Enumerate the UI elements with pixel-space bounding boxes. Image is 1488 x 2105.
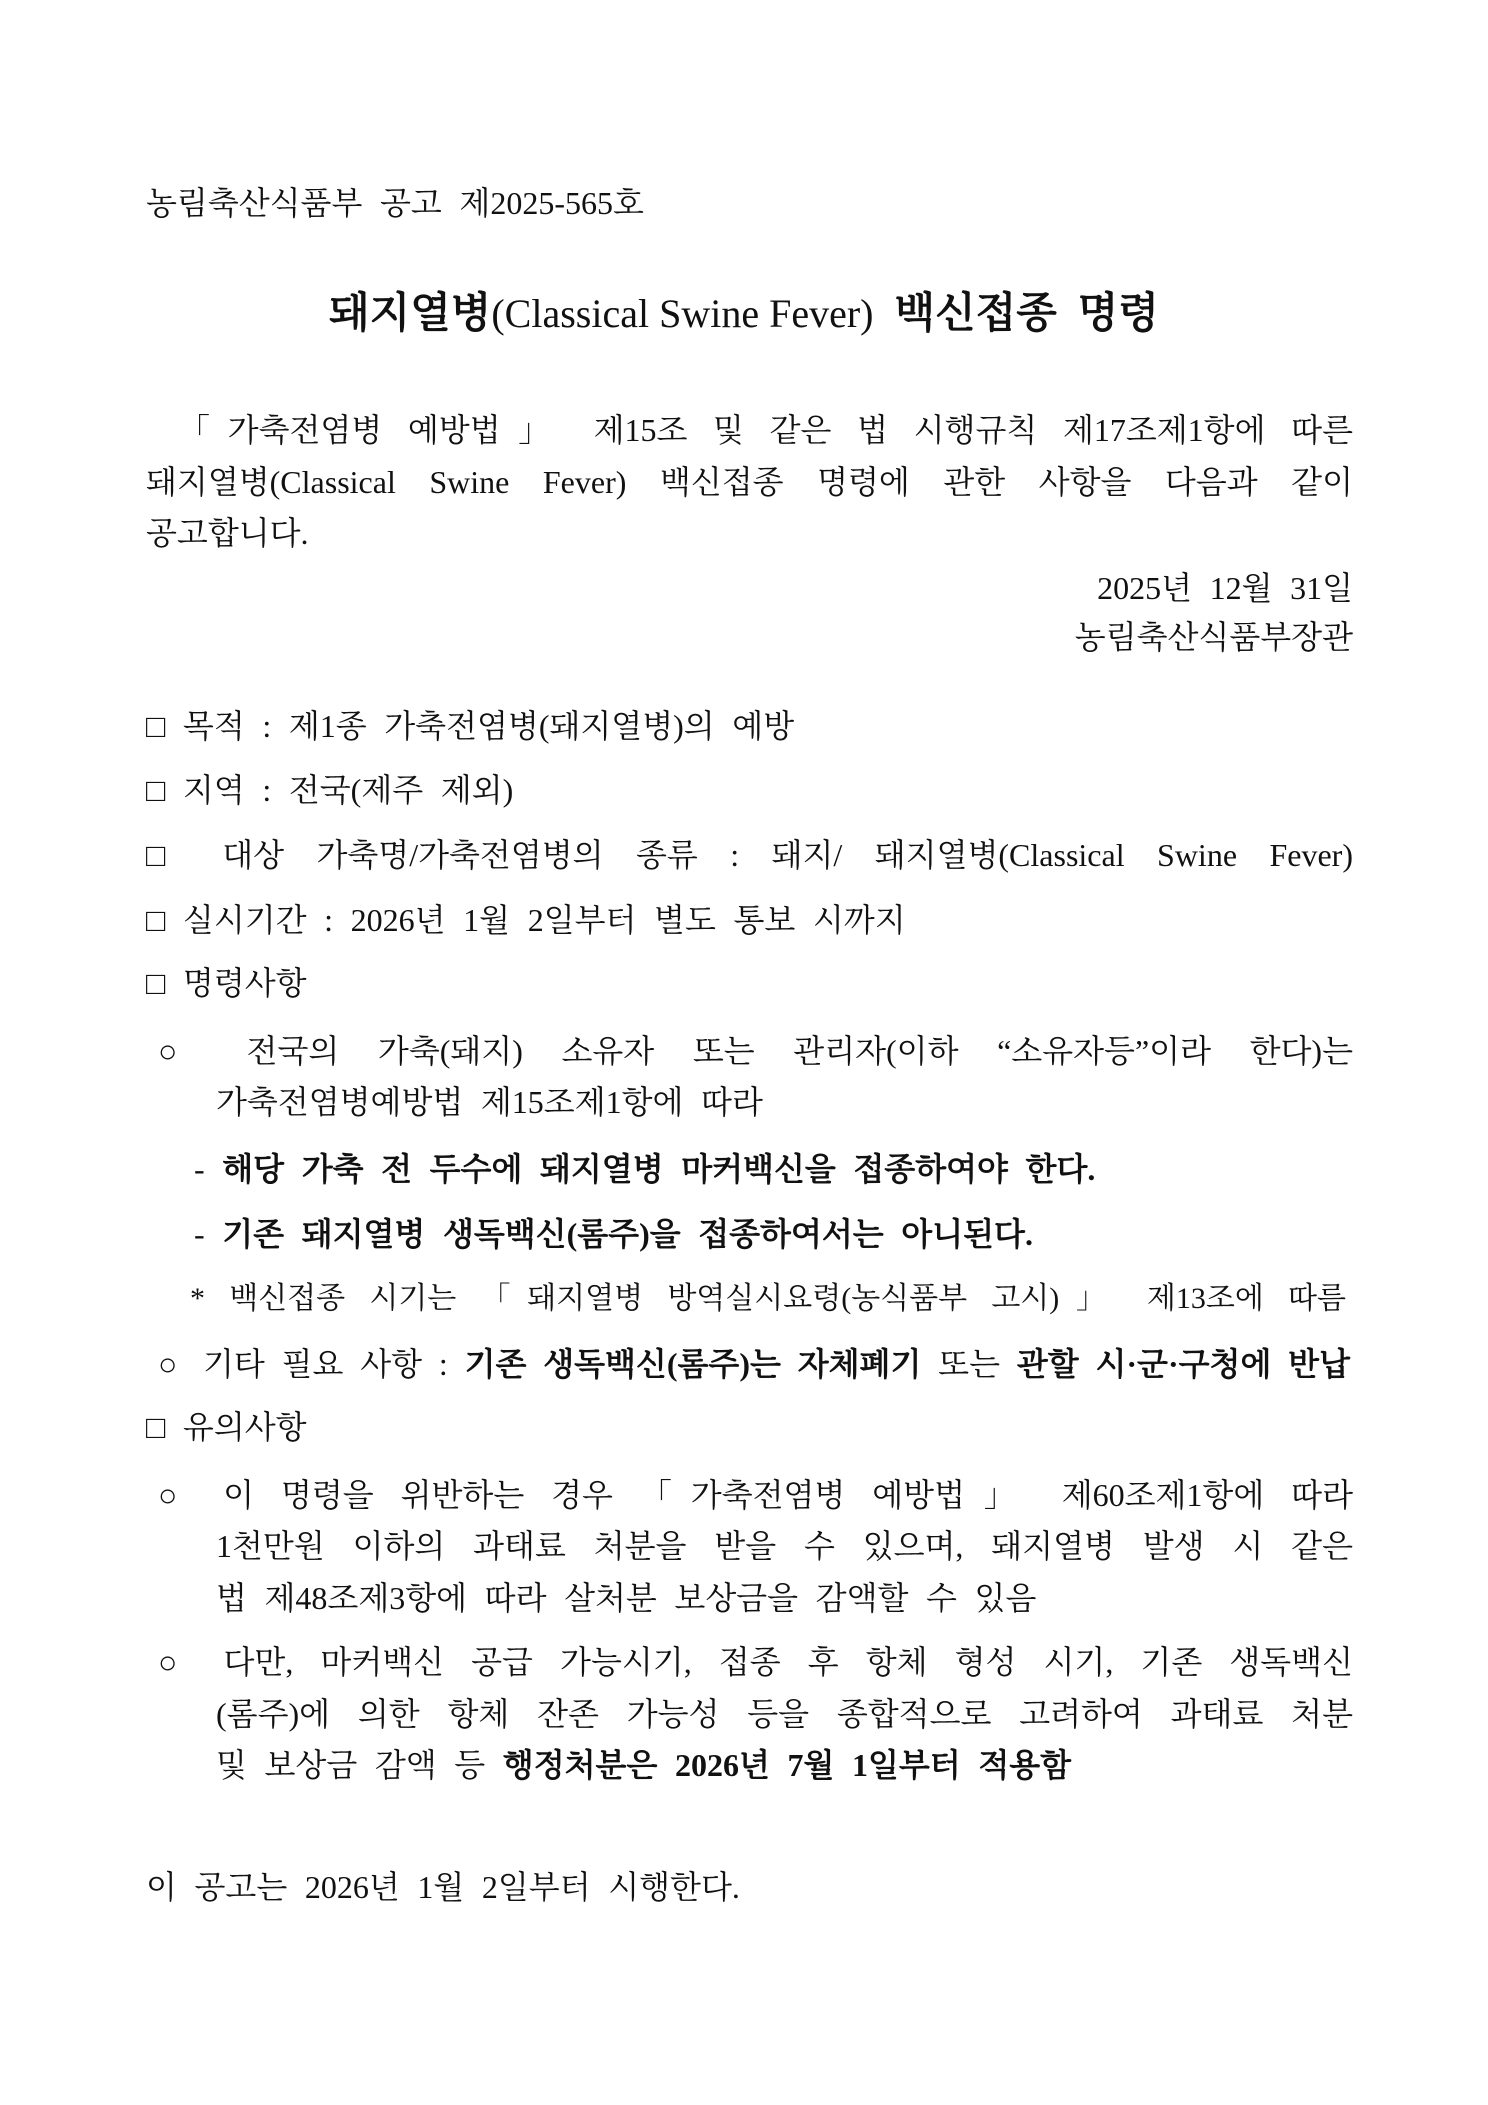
caution-item-2-line-3-bold: 행정처분은 2026년 7월 1일부터 적용함 — [502, 1747, 1072, 1783]
caution-item-2-line-2: (롬주)에 의한 항체 잔존 가능성 등을 종합적으로 고려하여 과태료 처분 — [216, 1696, 1353, 1732]
intro-line-2: 돼지열병(Classical Swine Fever) 백신접종 명령에 관한 사항을 다음과 같이 — [146, 464, 1353, 500]
effective-statement: 이 공고는 2026년 1월 2일부터 시행한다. — [146, 1869, 740, 1905]
dash-bullet: - — [194, 1216, 205, 1252]
order-item-2 — [158, 1342, 1350, 1386]
section-period: □ 실시기간 : 2026년 1월 2일부터 별도 통보 시까지 — [146, 902, 906, 938]
document-title — [0, 286, 1488, 342]
order-sub-item-2-text: 기존 돼지열병 생독백신(롬주)을 접종하여서는 아니된다. — [222, 1216, 1033, 1252]
order-sub-item-2 — [194, 1212, 1033, 1256]
order-item-2-bold-1: 기존 생독백신(롬주)는 자체폐기 — [464, 1346, 922, 1382]
dash-bullet: - — [194, 1151, 205, 1187]
section-region: □ 지역 : 전국(제주 제외) — [146, 772, 514, 808]
order-item-2-label: ○ 기타 필요 사항 : — [158, 1346, 448, 1382]
section-purpose: □ 목적 : 제1종 가축전염병(돼지열병)의 예방 — [146, 708, 795, 744]
order-item-2-bold-2: 관할 시·군·구청에 반납 — [1016, 1346, 1350, 1382]
notice-number: 농림축산식품부 공고 제2025-565호 — [146, 185, 644, 221]
caution-item-1-line-3: 법 제48조제3항에 따라 살처분 보상금을 감액할 수 있음 — [216, 1580, 1037, 1616]
intro-line-1: 「가축전염병 예방법」 제15조 및 같은 법 시행규칙 제17조제1항에 따른 — [178, 412, 1353, 448]
caution-item-2-line-3-normal: 및 보상금 감액 등 — [216, 1747, 486, 1783]
caution-item-1-line-2: 1천만원 이하의 과태료 처분을 받을 수 있으며, 돼지열병 발생 시 같은 — [216, 1528, 1353, 1564]
order-item-1-line-2: 가축전염병예방법 제15조제1항에 따라 — [216, 1084, 763, 1120]
title-english-disease: (Classical Swine Fever) — [491, 291, 874, 336]
intro-line-3: 공고합니다. — [146, 515, 309, 551]
caution-item-1-line-1: ○ 이 명령을 위반하는 경우 「가축전염병 예방법」 제60조제1항에 따라 — [158, 1477, 1353, 1513]
section-target: □ 대상 가축명/가축전염병의 종류 : 돼지/ 돼지열병(Classical Swine Fever) — [146, 837, 1353, 873]
signature-issuer: 농림축산식품부장관 — [1074, 619, 1353, 655]
caution-item-2-line-1: ○ 다만, 마커백신 공급 가능시기, 접종 후 항체 형성 시기, 기존 생독백신 — [158, 1644, 1353, 1680]
order-sub-item-1-text: 해당 가축 전 두수에 돼지열병 마커백신을 접종하여야 한다. — [222, 1151, 1096, 1187]
order-note: * 백신접종 시기는 「돼지열병 방역실시요령(농식품부 고시)」 제13조에 따름 — [190, 1282, 1346, 1315]
order-sub-item-1 — [194, 1147, 1095, 1191]
title-rest: 백신접종 명령 — [894, 291, 1159, 337]
caution-item-2-line-3 — [216, 1743, 1071, 1787]
section-cautions-heading: □ 유의사항 — [146, 1409, 307, 1445]
section-orders-heading: □ 명령사항 — [146, 965, 307, 1001]
title-korean-disease: 돼지열병 — [329, 291, 492, 337]
signature-date: 2025년 12월 31일 — [1097, 570, 1353, 606]
order-item-2-connector: 또는 — [938, 1346, 1000, 1382]
order-item-1-line-1: ○ 전국의 가축(돼지) 소유자 또는 관리자(이하 “소유자등”이라 한다)는 — [158, 1033, 1353, 1069]
